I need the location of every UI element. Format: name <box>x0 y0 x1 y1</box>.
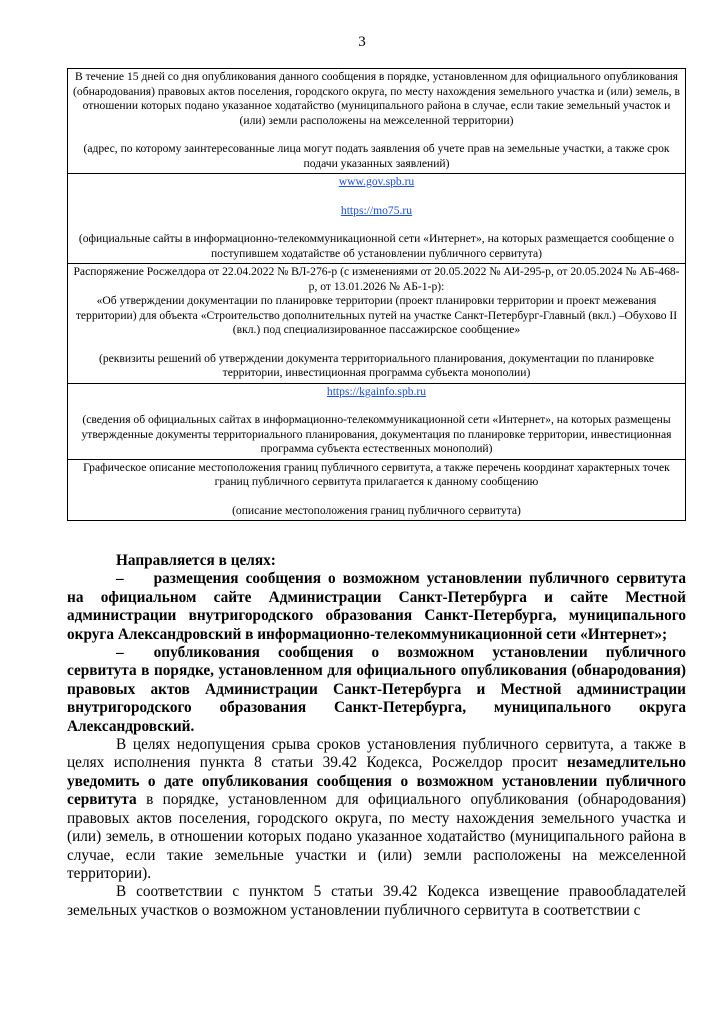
purpose-item-1: – размещения сообщения о возможном установлении публичного сервитута на официальном сайте Администрации Санкт-Петербурга и сайте Местной администрации внутригородского образования Санкт-Петербурга, муниципального округа Александровский в информационно-телекоммуникационной сети «Интернет»; <box>67 570 686 643</box>
table-row <box>68 264 686 384</box>
purpose-item-2: – опубликования сообщения о возможном установлении публичного сервитута в порядке, установленном для официального опубликования (обнародования) правовых актов Администрации Санкт-Петербурга и Местной администрации внутригородского образования Санкт-Петербурга, муниципального округа Александровский. <box>67 644 686 735</box>
websites-caption: (официальные сайты в информационно-телекоммуникационной сети «Интернет», на которых размещается сообщение о поступившем ходатайстве об установлении публичного сервитута) <box>78 232 675 260</box>
letter-body <box>67 552 686 920</box>
kgainfo-link[interactable]: https://kgainfo.spb.ru <box>326 384 427 398</box>
table-cell-deadline <box>68 69 686 174</box>
boundaries-text: Графическое описание местоположения границ публичного сервитута, а также перечень координат характерных точек границ публичного сервитута прилагается к данному сообщению <box>83 460 670 488</box>
decisions-caption: (реквизиты решений об утверждении документа территориального планирования, документации по планировке территории, инвестиционная программа субъекта монополии) <box>98 351 655 379</box>
notice-paragraph: В соответствии с пунктом 5 статьи 39.42 Кодекса извещение правообладателей земельных участков о возможном установлении публичного сервитута в соответствии с <box>67 883 686 919</box>
table-row <box>68 174 686 264</box>
request-paragraph: В целях недопущения срыва сроков установления публичного сервитута, а также в целях исполнения пункта 8 статьи 39.42 Кодекса, Росжелдор просит незамедлительно уведомить о дате опубликования сообщения о возможном установлении публичного сервитута в порядке, установленном для официального опубликования (обнародования) правовых актов поселения, городского округа, по месту нахождения земельного участка и (или) земель, в отношении которых подано указанное ходатайство (муниципального района в случае, если такие земельные участки и (или) земли расположены на межселенной территории). <box>67 736 686 882</box>
order-reference: Распоряжение Росжелдора от 22.04.2022 № ВЛ-276-р (с изменениями от 20.05.2022 № АИ-295-р, от 20.05.2024 № АБ-468-р, от 13.01.2026 № АБ-1-р): <box>73 265 680 293</box>
table-cell-documents <box>68 383 686 459</box>
gov-spb-link[interactable]: www.gov.spb.ru <box>338 175 415 188</box>
table-cell-decisions <box>68 264 686 384</box>
purpose-heading: Направляется в целях: <box>116 552 276 569</box>
order-title: «Об утверждении документации по планировке территории (проект планировки территории и проект межевания территории) для объекта «Строительство дополнительных путей на участке Санкт-Петербург-Главный (вкл.) –Обухово II (вкл.) под специализированное пассажирское сообщение» <box>75 294 678 336</box>
deadline-text: В течение 15 дней со дня опубликования данного сообщения в порядке, установленном для официального опубликования (обнародования) правовых актов поселения, городского округа, по месту нахождения земельного участка и (или) земель, в отношении которых подано указанное ходатайство (муниципального района в случае, если такие земельный участок и (или) земли расположены на межселенной территории) <box>73 70 680 127</box>
boundaries-caption: (описание местоположения границ публичного сервитута) <box>232 503 521 517</box>
table-cell-websites <box>68 174 686 264</box>
documents-caption: (сведения об официальных сайтах в информационно-телекоммуникационной сети «Интернет», на которых размещены утвержденные документы территориального планирования, документация по планировке территории, инвестиционная программа субъекта естественных монополий) <box>81 413 672 455</box>
table-row <box>68 459 686 521</box>
table-row <box>68 383 686 459</box>
deadline-caption: (адрес, по которому заинтересованные лица могут подать заявления об учете прав на земельные участки, а также срок подачи указанных заявлений) <box>83 142 670 170</box>
mo75-link[interactable]: https://mo75.ru <box>340 203 413 217</box>
notice-table <box>67 68 686 521</box>
page-number: 3 <box>358 34 366 50</box>
table-row <box>68 69 686 174</box>
table-cell-boundaries <box>68 459 686 521</box>
